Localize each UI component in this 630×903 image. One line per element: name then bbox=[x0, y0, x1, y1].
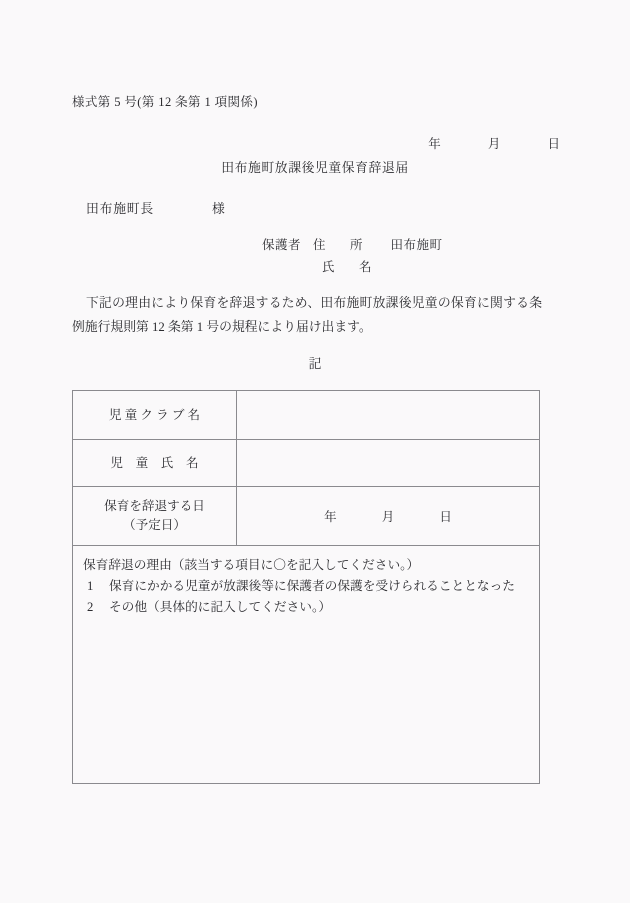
addressee-name: 田布施町長 bbox=[86, 202, 154, 216]
reason-heading: 保育辞退の理由（該当する項目に〇を記入してください。） bbox=[83, 558, 420, 572]
addressee bbox=[86, 198, 226, 217]
table-row bbox=[73, 546, 540, 784]
guardian-address-label: 住 所 bbox=[313, 238, 369, 252]
reason-option-1[interactable] bbox=[83, 576, 529, 597]
guardian-label: 保護者 bbox=[262, 238, 302, 252]
reason-option-2-number: 2 bbox=[87, 600, 94, 614]
body-paragraph: 下記の理由により保育を辞退するため、田布施町放課後児童の保育に関する条例施行規則第 12 条第 1 号の規程により届け出ます。 bbox=[72, 296, 542, 334]
withdrawal-date-label bbox=[73, 487, 237, 546]
guardian-address-row bbox=[262, 234, 443, 256]
reason-option-2-text: その他（具体的に記入してください。） bbox=[109, 600, 332, 614]
guardian-address-value: 田布施町 bbox=[390, 238, 443, 252]
addressee-honorific: 様 bbox=[211, 202, 226, 216]
reason-cell[interactable] bbox=[73, 546, 540, 784]
child-name-label: 児 童 氏 名 bbox=[73, 440, 237, 487]
form-number: 様式第 5 号(第 12 条第 1 項関係) bbox=[72, 95, 258, 109]
withdrawal-date-label-line2: （予定日） bbox=[123, 518, 186, 532]
table-row bbox=[73, 440, 540, 487]
guardian-block bbox=[262, 234, 443, 278]
page-title: 田布施町放課後児童保育辞退届 bbox=[221, 161, 409, 175]
guardian-name-row bbox=[262, 256, 443, 278]
date-year-label: 年 bbox=[428, 137, 441, 151]
table-row bbox=[73, 487, 540, 546]
ki-mark: 記 bbox=[308, 357, 322, 371]
reason-option-1-text: 保育にかかる児童が放課後等に保護者の保護を受けられることとなった bbox=[109, 579, 515, 593]
date-month-label: 月 bbox=[487, 137, 501, 151]
date-line bbox=[0, 134, 560, 152]
club-name-input[interactable] bbox=[237, 391, 540, 440]
child-name-input[interactable] bbox=[237, 440, 540, 487]
guardian-name-label: 氏 名 bbox=[322, 260, 378, 274]
withdrawal-date-input[interactable] bbox=[237, 487, 540, 546]
reason-option-1-number: 1 bbox=[87, 579, 94, 593]
withdrawal-month-label: 月 bbox=[381, 510, 395, 524]
club-name-label: 児 童 ク ラ ブ 名 bbox=[73, 391, 237, 440]
withdrawal-day-label: 日 bbox=[439, 510, 452, 524]
date-day-label: 日 bbox=[547, 137, 560, 151]
table-row bbox=[73, 391, 540, 440]
reason-option-2[interactable] bbox=[83, 597, 529, 618]
withdrawal-year-label: 年 bbox=[324, 510, 337, 524]
withdrawal-date-label-line1: 保育を辞退する日 bbox=[104, 499, 205, 513]
declaration-table bbox=[72, 390, 540, 784]
